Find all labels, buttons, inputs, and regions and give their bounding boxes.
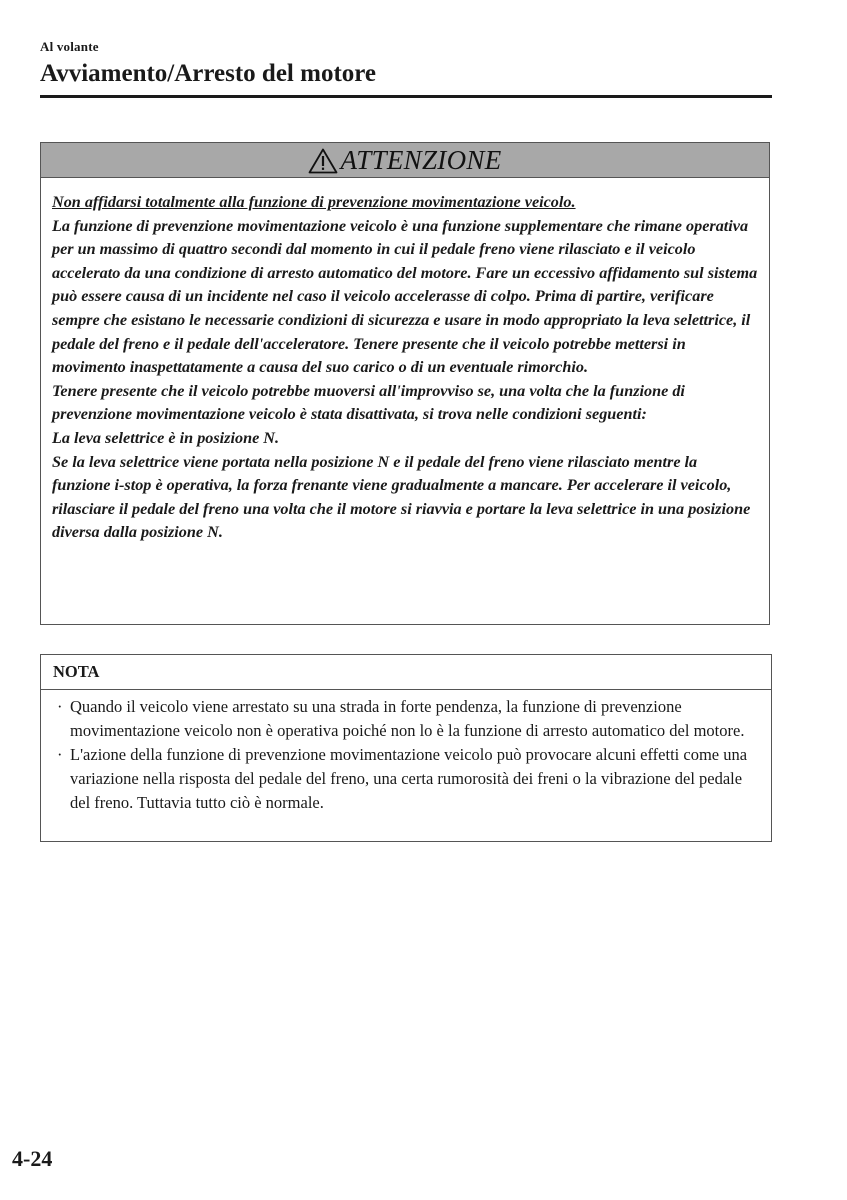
warning-paragraph: La funzione di prevenzione movimentazione veicolo è una funzione supplementare che rimane operativa per un massimo di quattro secondi dal momento in cui il pedale freno viene rilasciato e il veicolo accelerato da una condizione di arresto automatico del motore. Fare un eccessivo affidamento sul sistema può essere causa di un incidente nel caso il veicolo accelerasse di colpo. Prima di partire, verificare sempre che esistano le necessarie condizioni di sicurezza e usare in modo appropriato la leva selettrice, il pedale del freno e il pedale dell'acceleratore. Tenere presente che il veicolo potrebbe mettersi in movimento inaspettatamente a causa del suo carico o di un eventuale rimorchio.	[52, 216, 758, 377]
note-header: NOTA	[41, 655, 771, 690]
note-body	[41, 690, 771, 815]
warning-title: ATTENZIONE	[340, 144, 502, 175]
bullet: ·	[57, 745, 63, 764]
note-item-text: Quando il veicolo viene arrestato su una strada in forte pendenza, la funzione di prevenzione movimentazione veicolo non è operativa poiché non lo è la funzione di arresto automatico del motore.	[70, 697, 745, 740]
note-item	[57, 695, 761, 743]
note-item-text: L'azione della funzione di prevenzione movimentazione veicolo può provocare alcuni effetti come una variazione nella risposta del pedale del freno, una certa rumorosità dei freni o la vibrazione del pedale del freno. Tuttavia tutto ciò è normale.	[70, 745, 748, 812]
section-label: Al volante	[40, 39, 99, 54]
warning-box	[40, 142, 770, 625]
note-box	[40, 654, 772, 842]
title-divider	[40, 95, 772, 98]
warning-headline: Non affidarsi totalmente alla funzione di prevenzione movimentazione veicolo.	[52, 193, 576, 211]
warning-header	[41, 143, 769, 178]
warning-triangle-icon	[308, 148, 338, 174]
warning-paragraph: La leva selettrice è in posizione N.	[52, 428, 280, 447]
bullet: ·	[57, 697, 63, 716]
note-item	[57, 743, 761, 815]
page-title: Avviamento/Arresto del motore	[40, 60, 377, 87]
warning-body	[41, 178, 769, 545]
page-number: 4-24	[12, 1146, 53, 1171]
warning-paragraph: Se la leva selettrice viene portata nella posizione N e il pedale del freno viene rilasciato mentre la funzione i-stop è operativa, la forza frenante viene gradualmente a mancare. Per accelerare il veicolo, rilasciare il pedale del freno una volta che il motore si riavvia e portare la leva selettrice in una posizione diversa dalla posizione N.	[52, 452, 751, 542]
warning-paragraph: Tenere presente che il veicolo potrebbe muoversi all'improvviso se, una volta che la funzione di prevenzione movimentazione veicolo è stata disattivata, si trova nelle condizioni seguenti:	[52, 381, 685, 424]
